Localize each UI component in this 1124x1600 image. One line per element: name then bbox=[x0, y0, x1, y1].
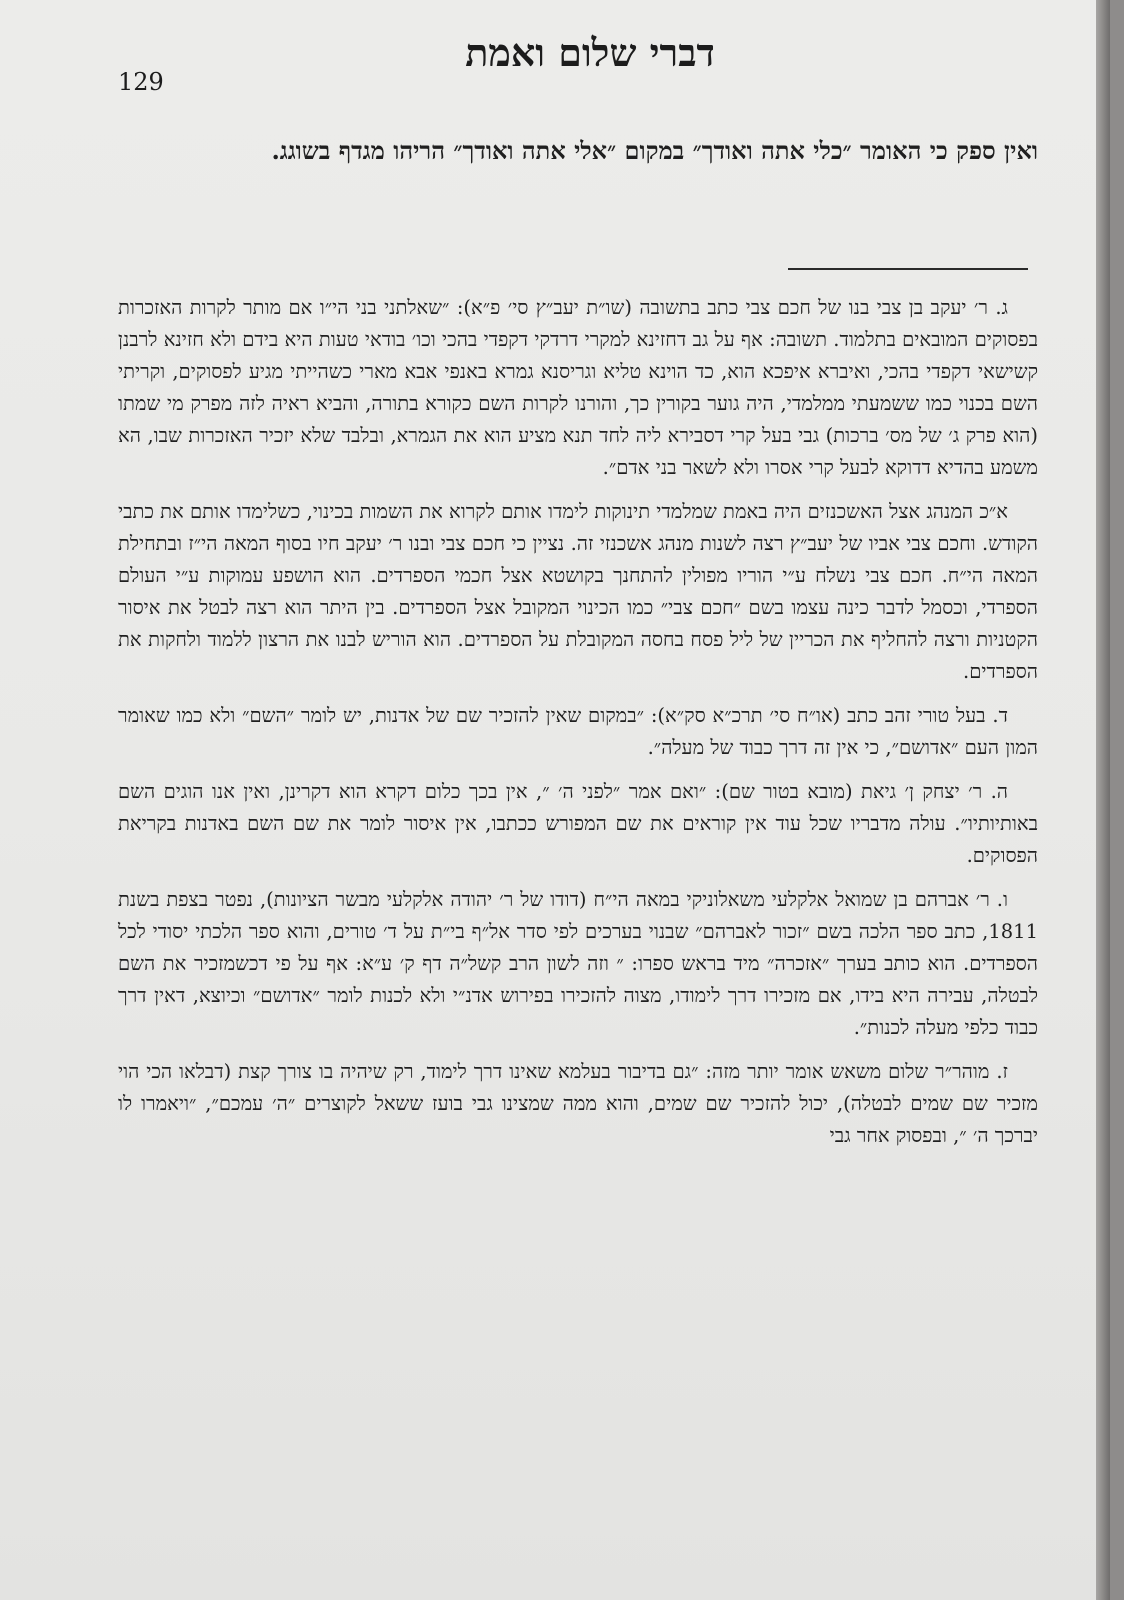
paragraph-continuation: א״כ המנהג אצל האשכנזים היה באמת שמלמדי תינוקות לימדו אותם לקרוא את השמות בכינוי, כשלימדו אותם את כתבי הקודש. וחכם צבי אביו של יעב״ץ רצה לשנות מנהג אשכנזי זה. נציין כי חכם צבי ובנו ר׳ יעקב חיו בסוף המאה הי״ז ובתחילת המאה הי״ח. חכם צבי נשלח ע״י הוריו מפולין להתחנך בקושטא אצל חכמי הספרדים. הוא הושפע עמוקות ע״י העולם הספרדי, וכסמל לדבר כינה עצמו בשם ״חכם צבי״ כמו הכינוי המקובל אצל הספרדים. בין היתר הוא רצה לבטל את איסור הקטניות ורצה להחליף את הכריין של ליל פסח בחסה המקובלת על הספרדים. הוא הוריש לבנו את הרצון ללמוד ולחקות את הספרדים. bbox=[118, 500, 1038, 683]
lead-paragraph-block bbox=[118, 128, 1038, 186]
paragraph-he: ה. ר׳ יצחק ן׳ גיאת (מובא בטור שם): ״ואם אמר ״לפני ה׳ ״, אין בכך כלום דקרא הוא דקרינן, ואין אנו הוגים השם באותיותיו״. עולה מדבריו שכל עוד אין קוראים את שם המפורש ככתבו, אין איסור לומר את שם השם באדנות בקריאת הפסוקים. bbox=[118, 780, 1038, 867]
running-title: דברי שלום ואמת bbox=[465, 30, 715, 75]
paragraph-dalet: ד. בעל טורי זהב כתב (או״ח סי׳ תרכ״א סק״א): ״במקום שאין להזכיר שם של אדנות, יש לומר ״השם״ ולא כמו שאומר המון העם ״אדושם״, כי אין זה דרך כבוד של מעלה״. bbox=[118, 704, 1038, 759]
paragraph-zayin: ז. מוהר״ר שלום משאש אומר יותר מזה: ״גם בדיבור בעלמא שאינו דרך לימוד, רק שיהיה בו צורך קצת (דבלאו הכי הוי מזכיר שם שמים לבטלה), יכול להזכיר שם שמים, והוא ממה שמצינו גבי בועז ששאל לקוצרים ״ה׳ עמכם״, ״ויאמרו לו יברכך ה׳ ״, ובפסוק אחר גבי bbox=[118, 1060, 1038, 1147]
paragraph-vav: ו. ר׳ אברהם בן שמואל אלקלעי משאלוניקי במאה הי״ח (דודו של ר׳ יהודה אלקלעי מבשר הציונות), נפטר בצפת בשנת 1811, כתב ספר הלכה בשם ״זכור לאברהם״ שבנוי בערכים לפי סדר אל״ף בי״ת על ד׳ טורים, והוא ספר הלכתי יסודי לכל הספרדים. הוא כותב בערך ״אזכרה״ מיד בראש ספרו: ״ וזה לשון הרב קשל״ה דף ק׳ ע״א: אף על פי דכשמזכיר את השם לבטלה, עבירה היא בידו, אם מזכירו דרך לימודו, מצוה להזכירו בפירוש אדנ״י ולא לכנות לומר ״אדושם״ וכיוצא, דאין דרך כבוד כלפי מעלה לכנות״. bbox=[118, 888, 1038, 1039]
page-number: 129 bbox=[118, 68, 164, 96]
section-divider bbox=[788, 268, 1028, 270]
paragraph-gimel: ג. ר׳ יעקב בן צבי בנו של חכם צבי כתב בתשובה (שו״ת יעב״ץ סי׳ פ״א): ״שאלתני בני הי״ו אם מותר לקרות האזכרות בפסוקים המובאים בתלמוד. תשובה: אף על גב דחזינא למקרי דרדקי דקפדי בהכי וכו׳ בודאי טעות היא בידם ולא חזינא לרבנן קשישאי דקפדי בהכי, ואיברא איפכא הוא, כד הוינא טליא וגריסנא גמרא באנפי אבא מארי כשהייתי מגיע לפסוקים, וקריתי השם בכנוי כמו ששמעתי ממלמדי, היה גוער בקורין כך, והורנו לקרות השם כקורא בתורה, והביא ראיה לזה מפרק מי שמתו (הוא פרק ג׳ של מס׳ ברכות) גבי בעל קרי דסבירא ליה לחד תנא מציע הוא את הגמרא, ובלבד שלא יזכיר האזכרות שבו, הא משמע בהדיא דדוקא לבעל קרי אסרו ולא לשאר בני אדם״. bbox=[118, 296, 1038, 479]
page-edge-shadow bbox=[1096, 0, 1110, 1600]
body-text bbox=[118, 292, 1038, 1164]
lead-paragraph: ואין ספק כי האומר ״כלי אתה ואודך״ במקום ״אלי אתה ואודך״ הריהו מגדף בשוגג. bbox=[271, 136, 1038, 165]
